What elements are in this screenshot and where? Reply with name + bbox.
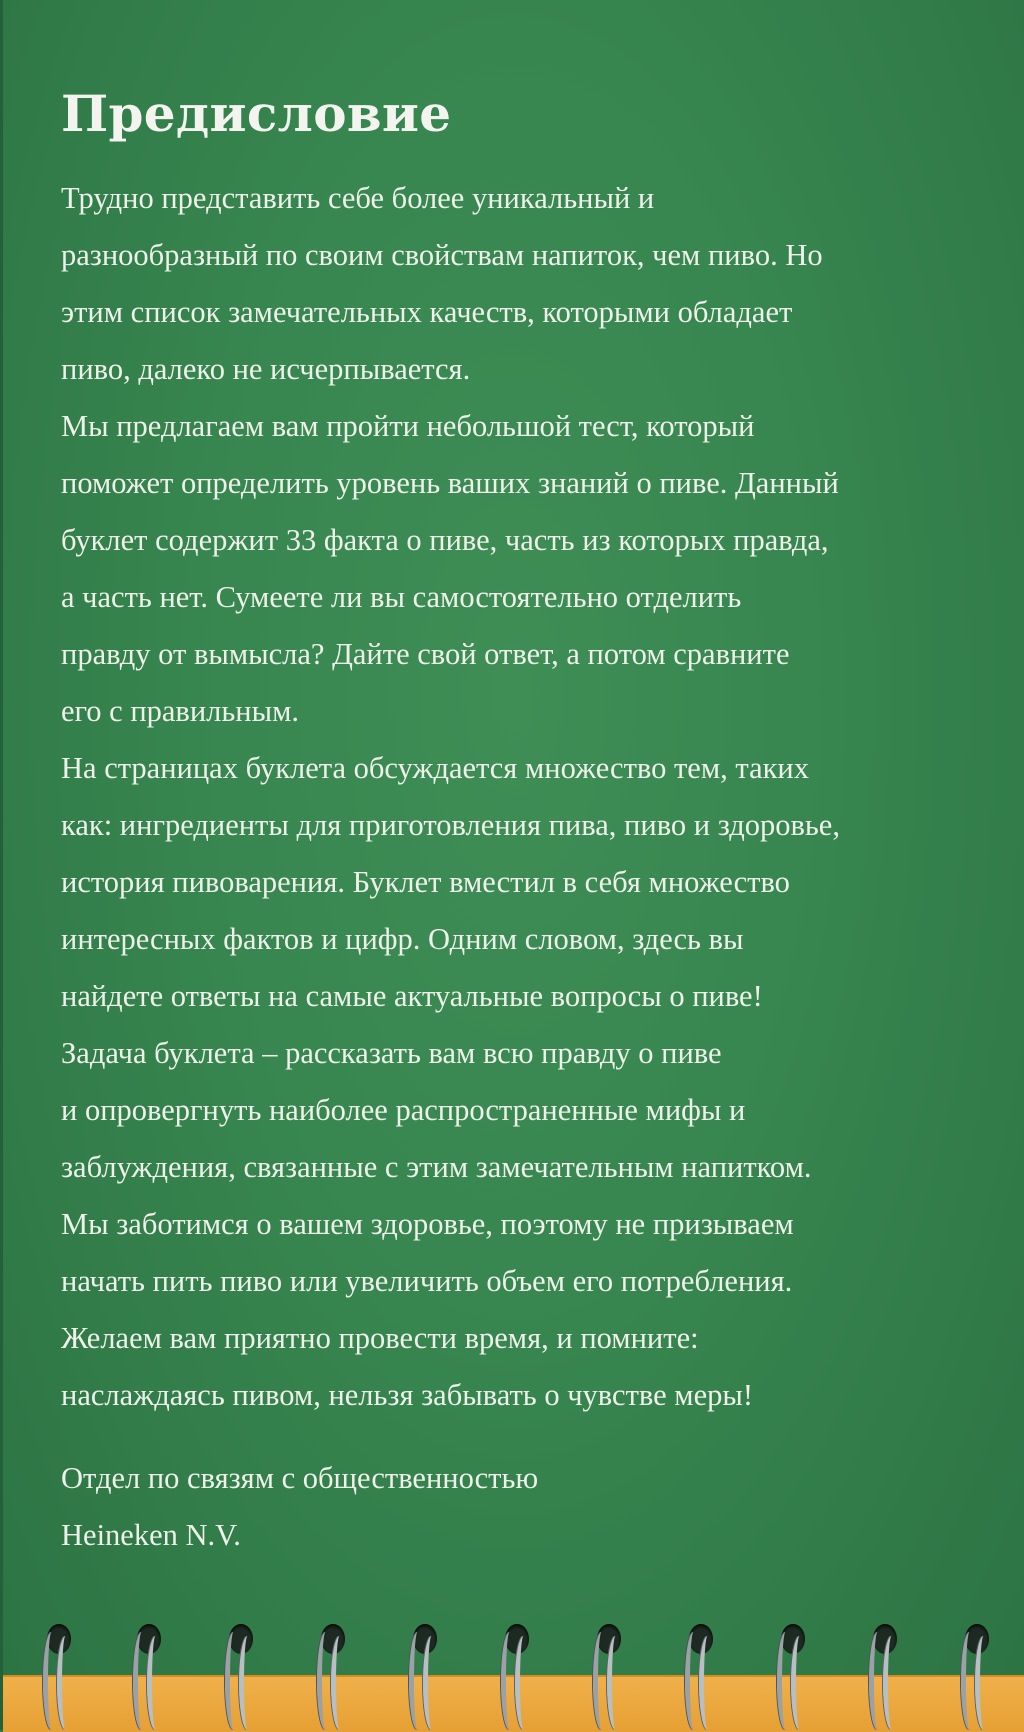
body-line: буклет содержит 33 факта о пиве, часть из которых правда, [61,523,829,557]
binding-ring-icon [591,1622,625,1730]
binding-ring-icon [223,1622,257,1730]
body-line: Мы заботимся о вашем здоровье, поэтому не призываем [61,1207,794,1241]
body-line: этим список замечательных качеств, которыми обладает [61,295,793,329]
ring-wire [331,1636,348,1730]
body-line: найдете ответы на самые актуальные вопросы о пиве! [61,979,763,1013]
binding-ring-icon [41,1622,75,1730]
body-line: и опровергнуть наиболее распространенные мифы и [61,1093,746,1127]
signature-block [61,1450,1001,1564]
body-line: интересных фактов и цифр. Одним словом, здесь вы [61,922,744,956]
preface-content [61,80,1001,1564]
ring-wire [57,1636,74,1730]
ring-wire [515,1636,532,1730]
binding-ring-icon [959,1622,993,1730]
body-line: заблуждения, связанные с этим замечательным напитком. [61,1150,812,1184]
binding-ring-icon [683,1622,717,1730]
ring-wire [607,1636,624,1730]
ring-wire [423,1636,440,1730]
signature-company: Heineken N.V. [61,1518,241,1552]
ring-wire [791,1636,808,1730]
body-line: правду от вымысла? Дайте свой ответ, а потом сравните [61,637,790,671]
ring-wire [699,1636,716,1730]
body-line: пиво, далеко не исчерпывается. [61,352,471,386]
ring-wire [975,1636,992,1730]
body-line: история пивоварения. Буклет вместил в себя множество [61,865,790,899]
body-line: поможет определить уровень ваших знаний о пиве. Данный [61,466,839,500]
ring-wire [883,1636,900,1730]
binding-ring-icon [775,1622,809,1730]
signature-department: Отдел по связям с общественностью [61,1461,539,1495]
body-line: начать пить пиво или увеличить объем его потребления. [61,1264,793,1298]
ring-wire [239,1636,256,1730]
body-line: а часть нет. Сумеете ли вы самостоятельно отделить [61,580,742,614]
page-title: Предисловие [61,84,452,143]
binding-ring-icon [407,1622,441,1730]
body-line: Задача буклета – рассказать вам всю правду о пиве [61,1036,722,1070]
binding-ring-icon [499,1622,533,1730]
binding-ring-icon [131,1622,165,1730]
body-line: Мы предлагаем вам пройти небольшой тест, который [61,409,755,443]
body-line: На страницах буклета обсуждается множество тем, таких [61,751,810,785]
ring-wire [147,1636,164,1730]
body-line: его с правильным. [61,694,300,728]
binding-ring-icon [867,1622,901,1730]
body-line: Трудно представить себе более уникальный и [61,181,655,215]
body-line: разнообразный по своим свойствам напиток, чем пиво. Но [61,238,823,272]
binding-ring-icon [315,1622,349,1730]
body-line: наслаждаясь пивом, нельзя забывать о чувстве меры! [61,1378,754,1412]
preface-body [61,170,1001,1424]
spiral-binding [3,1600,1024,1730]
body-line: как: ингредиенты для приготовления пива, пиво и здоровье, [61,808,840,842]
body-line: Желаем вам приятно провести время, и помните: [61,1321,699,1355]
